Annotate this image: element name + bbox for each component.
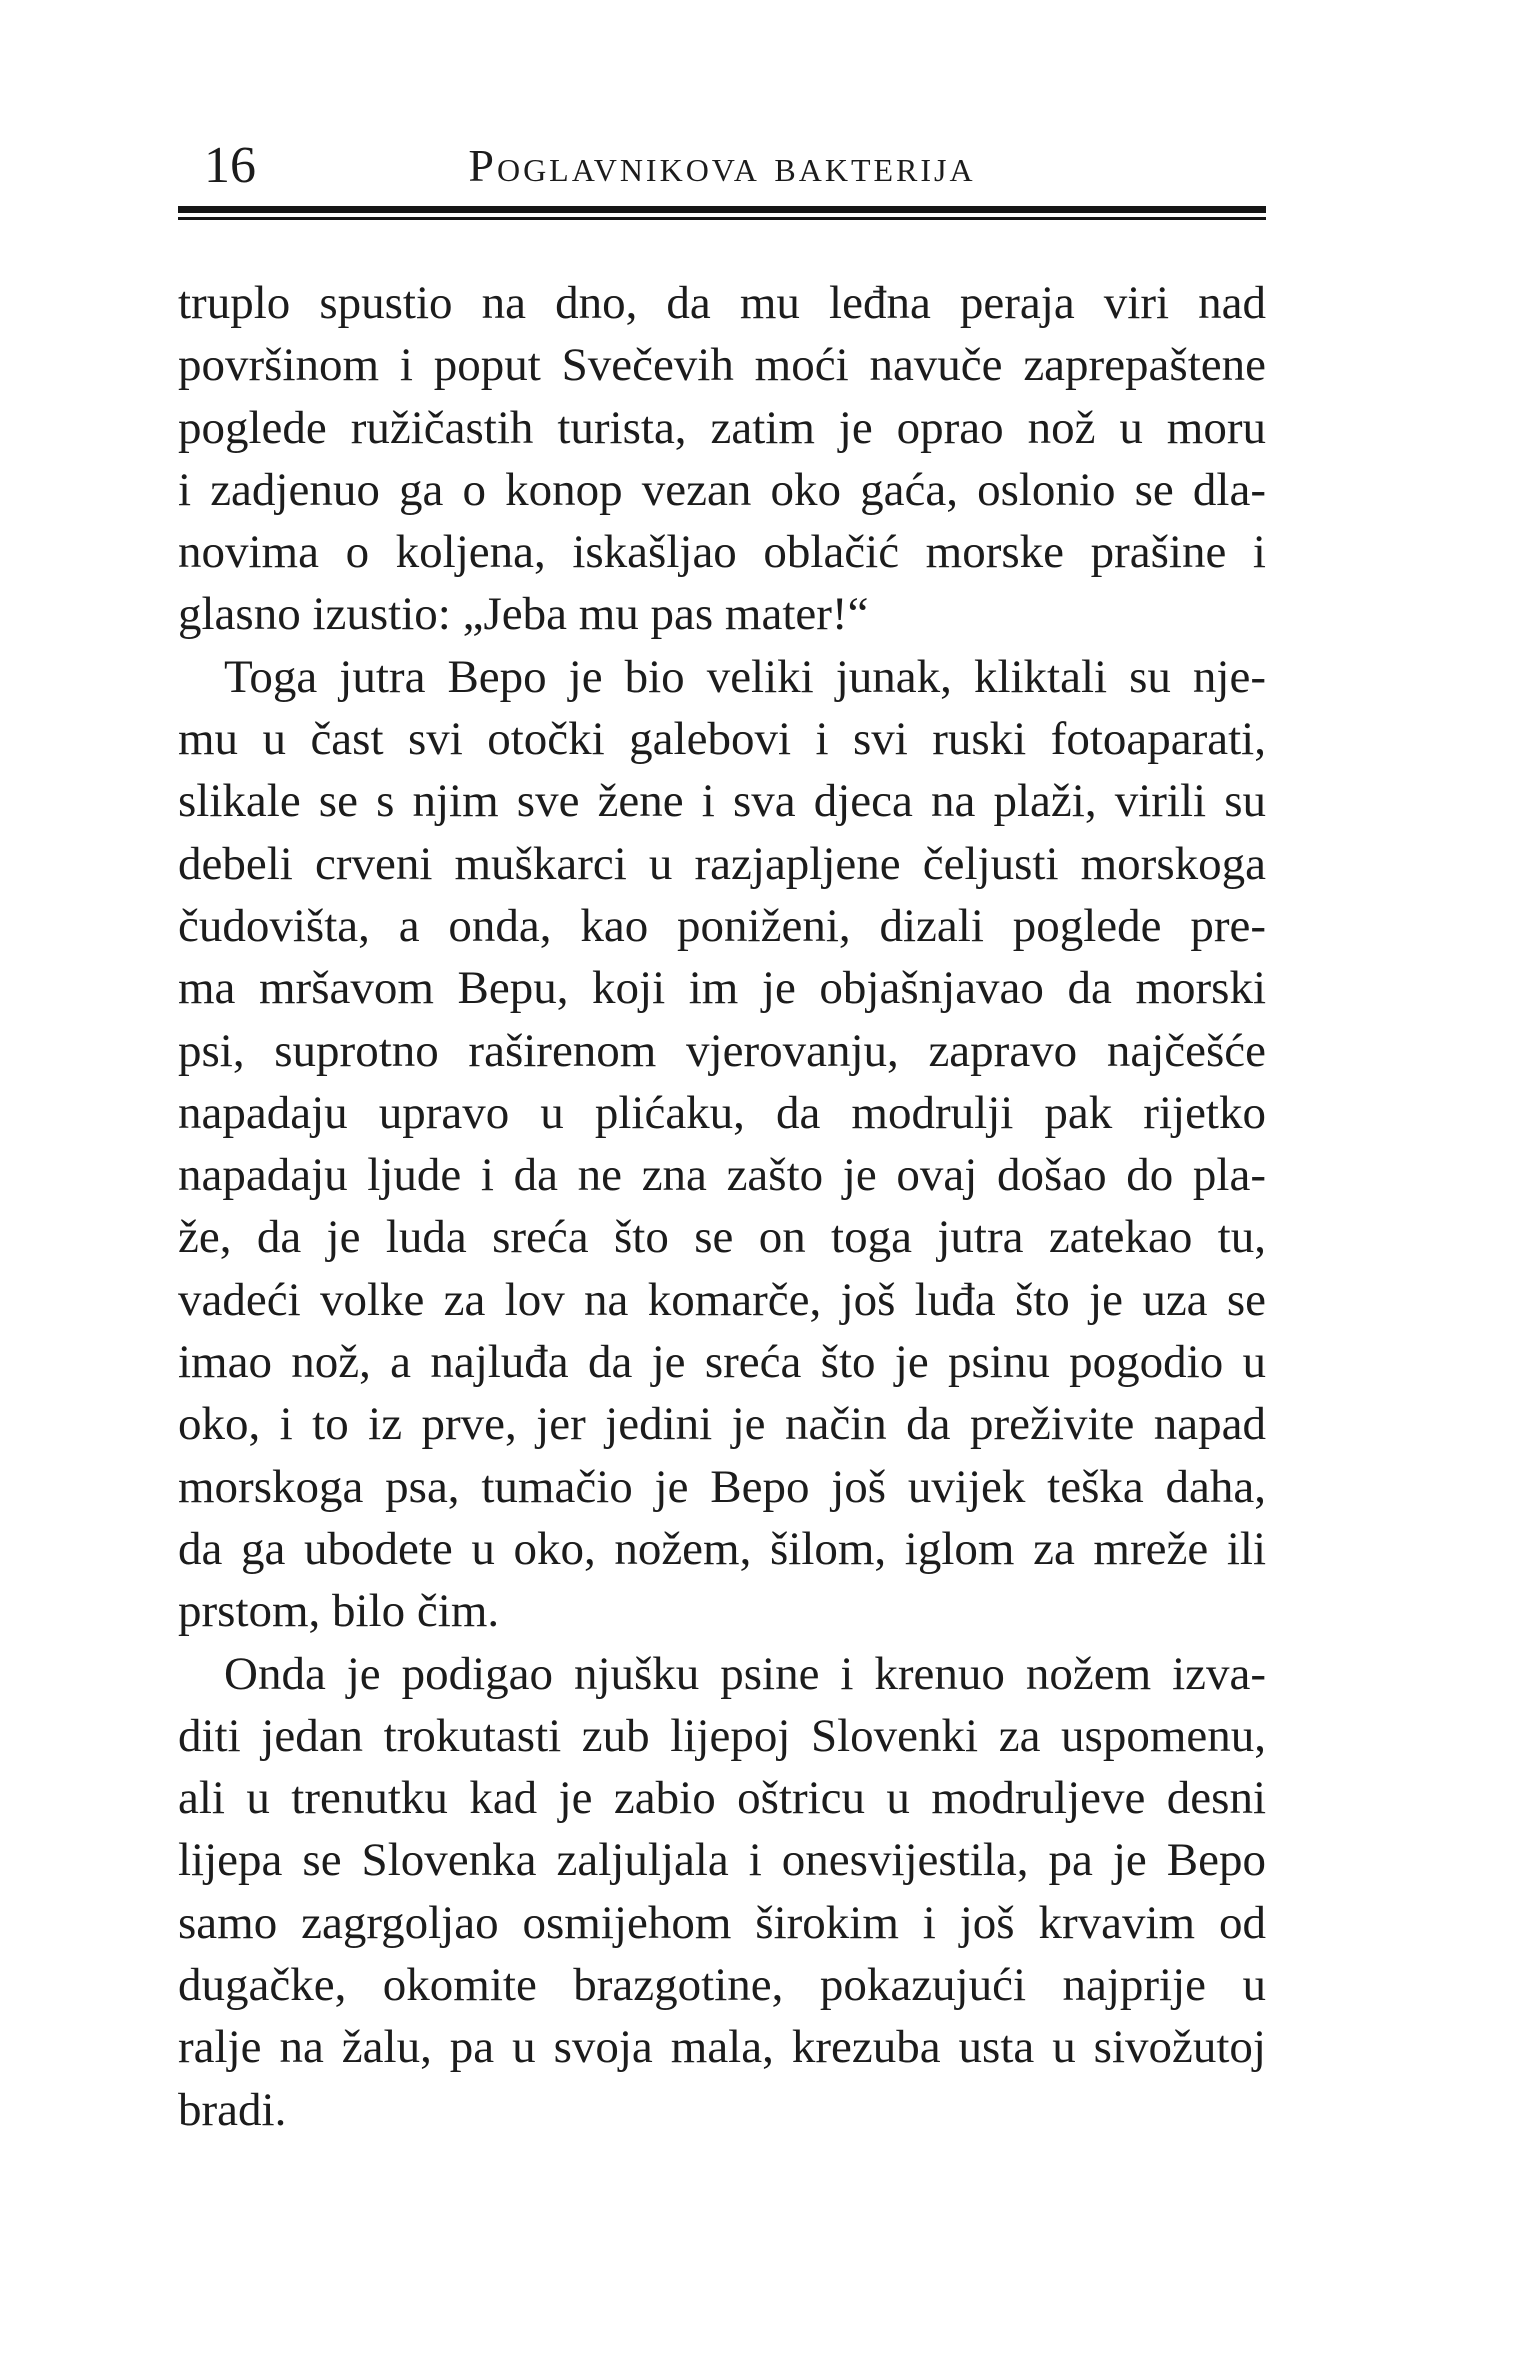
text-line: da ga ubodete u oko, nožem, šilom, iglom za mreže ili bbox=[178, 1522, 1266, 1575]
text-line: vadeći volke za lov na komarče, još luđa što je uza se bbox=[178, 1273, 1266, 1326]
text-line: čudovišta, a onda, kao poniženi, dizali poglede pre- bbox=[178, 899, 1266, 952]
header-rule bbox=[178, 206, 1266, 220]
text-line: ralje na žalu, pa u svoja mala, krezuba usta u sivožutoj bbox=[178, 2021, 1266, 2074]
text-line: diti jedan trokutasti zub lijepoj Slovenki za uspomenu, bbox=[178, 1709, 1266, 1762]
text-line: ali u trenutku kad je zabio oštricu u modruljeve desni bbox=[178, 1772, 1266, 1825]
text-line: bradi. bbox=[178, 2083, 287, 2136]
body-text bbox=[178, 272, 1266, 2141]
text-line: imao nož, a najluđa da je sreća što je psinu pogodio u bbox=[178, 1336, 1266, 1389]
text-line: ma mršavom Bepu, koji im je objašnjavao da morski bbox=[178, 962, 1266, 1015]
text-line: Toga jutra Bepo je bio veliki junak, kliktali su nje- bbox=[224, 650, 1266, 703]
running-title: Poglavnikova bakterija bbox=[468, 140, 976, 191]
text-line: morskoga psa, tumačio je Bepo još uvijek teška daha, bbox=[178, 1460, 1266, 1513]
text-line: napadaju upravo u plićaku, da modrulji pak rijetko bbox=[178, 1086, 1266, 1139]
text-line: novima o koljena, iskašljao oblačić morske prašine i bbox=[178, 526, 1266, 579]
paragraph bbox=[178, 1643, 1266, 2141]
text-line: prstom, bilo čim. bbox=[178, 1585, 500, 1638]
text-line: debeli crveni muškarci u razjapljene čeljusti morskoga bbox=[178, 837, 1266, 890]
page-number: 16 bbox=[204, 137, 256, 194]
text-line: že, da je luda sreća što se on toga jutra zatekao tu, bbox=[178, 1211, 1266, 1264]
text-line: slikale se s njim sve žene i sva djeca na plaži, virili su bbox=[178, 775, 1266, 828]
text-line: površinom i poput Svečevih moći navuče zaprepaštene bbox=[178, 339, 1266, 392]
running-head bbox=[178, 136, 1266, 194]
text-line: oko, i to iz prve, jer jedini je način da preživite napad bbox=[178, 1398, 1266, 1451]
text-column bbox=[178, 0, 1266, 2141]
paragraph bbox=[178, 646, 1266, 1643]
paragraph bbox=[178, 272, 1266, 646]
text-line: dugačke, okomite brazgotine, pokazujući najprije u bbox=[178, 1959, 1266, 2012]
text-line: napadaju ljude i da ne zna zašto je ovaj došao do pla- bbox=[178, 1149, 1266, 1202]
text-line: psi, suprotno raširenom vjerovanju, zapravo najčešće bbox=[178, 1024, 1266, 1077]
text-line: i zadjenuo ga o konop vezan oko gaća, oslonio se dla- bbox=[178, 463, 1266, 516]
text-line: lijepa se Slovenka zaljuljala i onesvijestila, pa je Bepo bbox=[178, 1834, 1266, 1887]
text-line: mu u čast svi otočki galebovi i svi ruski fotoaparati, bbox=[178, 713, 1266, 766]
text-line: truplo spustio na dno, da mu leđna peraja viri nad bbox=[178, 277, 1266, 329]
text-line: glasno izustio: „Jeba mu pas mater!“ bbox=[178, 588, 869, 641]
text-line: Onda je podigao njušku psine i krenuo nožem izva- bbox=[224, 1647, 1266, 1700]
text-line: poglede ružičastih turista, zatim je oprao nož u moru bbox=[178, 401, 1266, 454]
text-line: samo zagrgoljao osmijehom širokim i još krvavim od bbox=[178, 1896, 1266, 1949]
